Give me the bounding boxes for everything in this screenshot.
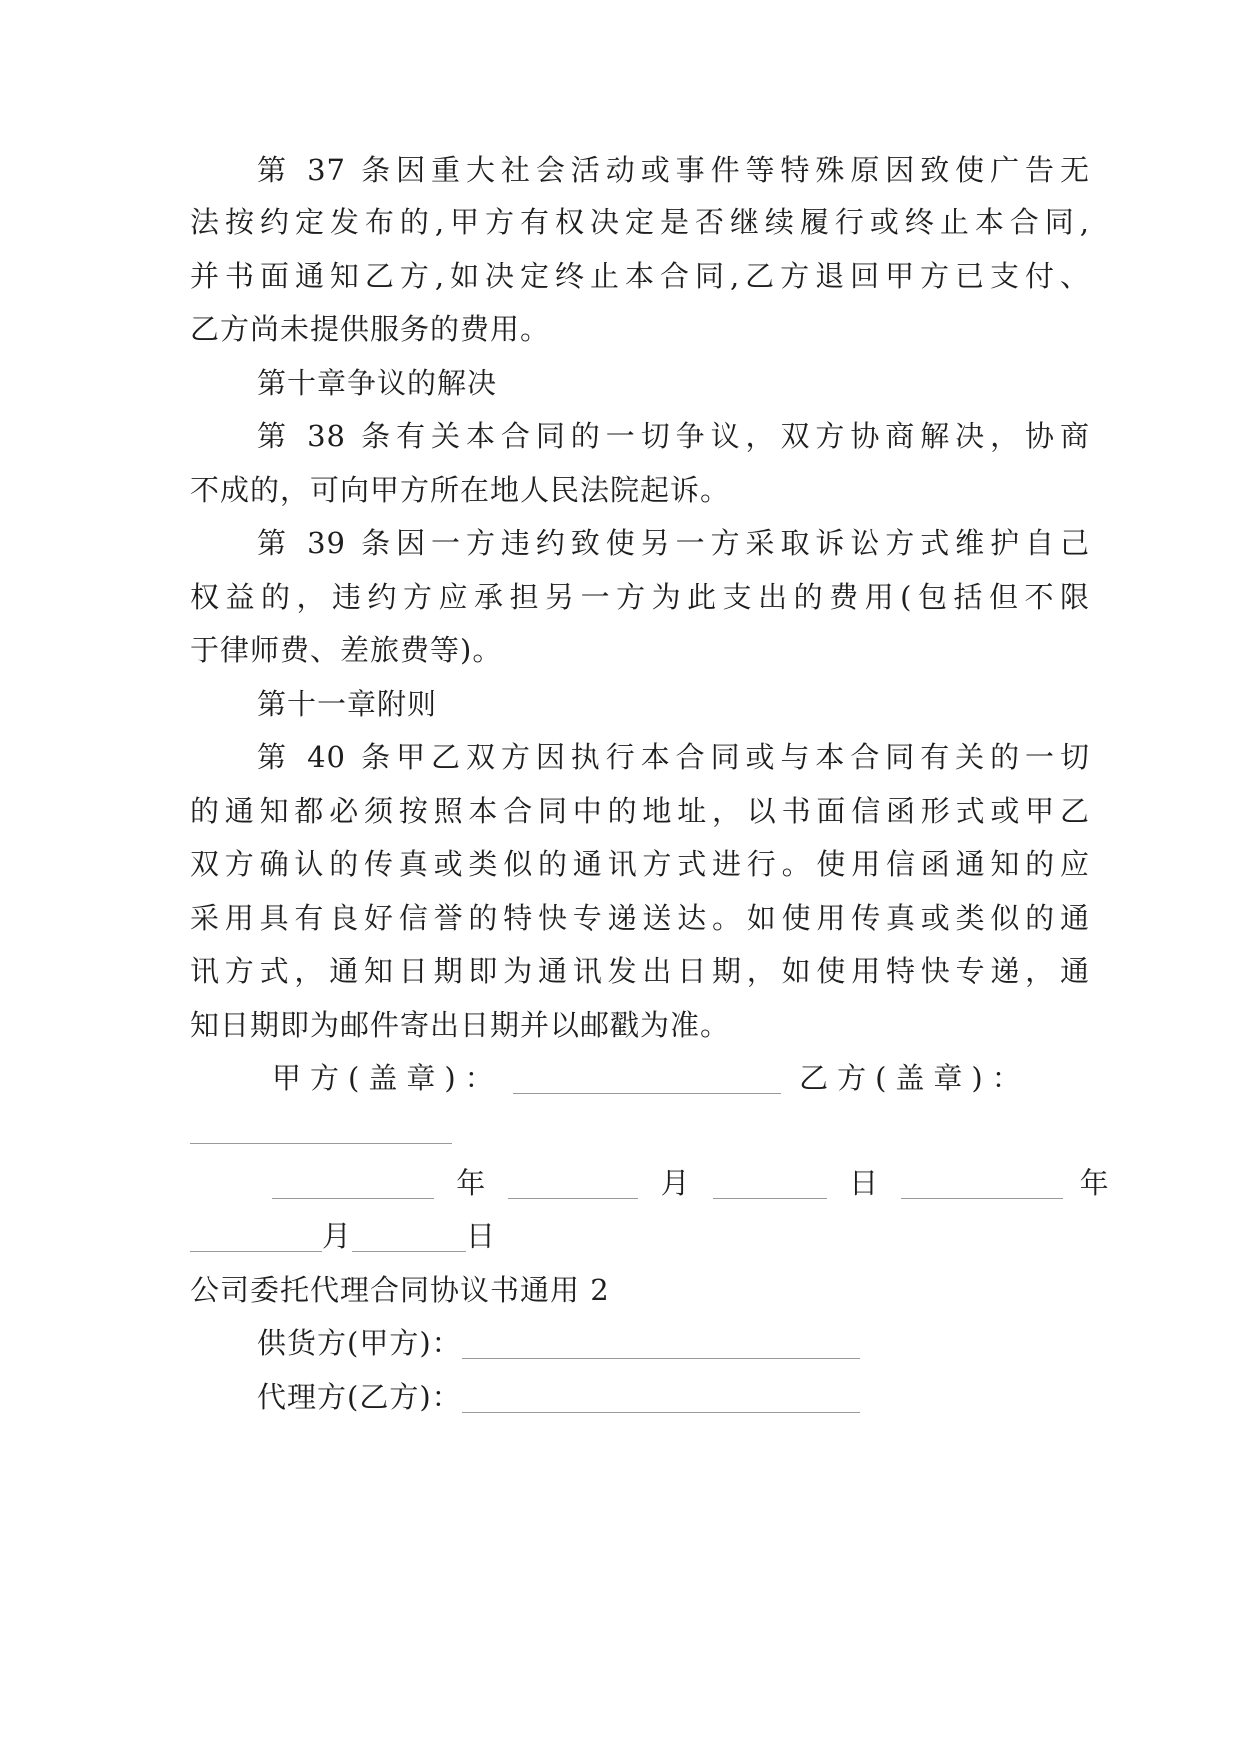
art40-line-3: 双方确认的传真或类似的通讯方式进行。使用信函通知的应	[190, 847, 1090, 881]
art40-line-1: 第 40 条甲乙双方因执行本合同或与本合同有关的一切	[257, 740, 1090, 774]
year-blank-2	[901, 1170, 1063, 1199]
chapter-11-heading: 第十一章附则	[257, 687, 438, 721]
art37-line-3: 并书面通知乙方,如决定终止本合同,乙方退回甲方已支付、	[190, 259, 1090, 293]
chapter-10-heading: 第十章争议的解决	[257, 366, 498, 400]
month-blank-2	[190, 1223, 322, 1252]
year-blank	[272, 1170, 434, 1199]
party-b-seal-label: 乙方(盖章)：	[799, 1061, 1030, 1095]
supplier-line	[257, 1323, 1090, 1363]
art37-line-4: 乙方尚未提供服务的费用。	[190, 312, 551, 346]
party-a-seal-label: 甲方(盖章)：	[272, 1061, 503, 1095]
agent-label: 代理方(乙方)：	[257, 1380, 462, 1414]
day-label-2: 日	[466, 1219, 497, 1253]
art39-line-2: 权益的，违约方应承担另一方为此支出的费用(包括但不限	[190, 580, 1090, 614]
year-label-2: 年	[1079, 1166, 1110, 1200]
month-label: 月	[660, 1166, 691, 1200]
month-blank	[508, 1170, 638, 1199]
document-2-title: 公司委托代理合同协议书通用 2	[190, 1273, 610, 1307]
date-line-2	[190, 1216, 1090, 1256]
signature-line	[272, 1058, 1092, 1098]
month-label-2: 月	[322, 1219, 353, 1253]
agent-line	[257, 1377, 1090, 1417]
year-label: 年	[456, 1166, 487, 1200]
art40-line-2: 的通知都必须按照本合同中的地址，以书面信函形式或甲乙	[190, 794, 1090, 828]
art40-line-6: 知日期即为邮件寄出日期并以邮戳为准。	[190, 1008, 731, 1042]
art38-line-2: 不成的，可向甲方所在地人民法院起诉。	[190, 473, 731, 507]
supplier-blank	[462, 1330, 860, 1359]
day-label: 日	[849, 1166, 880, 1200]
date-line-1	[272, 1163, 1110, 1203]
art40-line-4: 采用具有良好信誉的特快专递送达。如使用传真或类似的通	[190, 901, 1090, 935]
day-blank-2	[352, 1223, 466, 1252]
party-b-blank-line	[190, 1108, 1090, 1148]
art40-line-5: 讯方式，通知日期即为通讯发出日期，如使用特快专递，通	[190, 954, 1090, 988]
art39-line-3: 于律师费、差旅费等)。	[190, 633, 503, 667]
art37-line-1: 第 37 条因重大社会活动或事件等特殊原因致使广告无	[257, 153, 1090, 187]
supplier-label: 供货方(甲方)：	[257, 1326, 462, 1360]
party-b-blank	[190, 1115, 452, 1144]
art39-line-1: 第 39 条因一方违约致使另一方采取诉讼方式维护自己	[257, 526, 1090, 560]
agent-blank	[462, 1384, 860, 1413]
day-blank	[713, 1170, 827, 1199]
party-a-blank	[513, 1065, 781, 1094]
art37-line-2: 法按约定发布的,甲方有权决定是否继续履行或终止本合同,	[190, 205, 1090, 239]
art38-line-1: 第 38 条有关本合同的一切争议，双方协商解决，协商	[257, 419, 1090, 453]
